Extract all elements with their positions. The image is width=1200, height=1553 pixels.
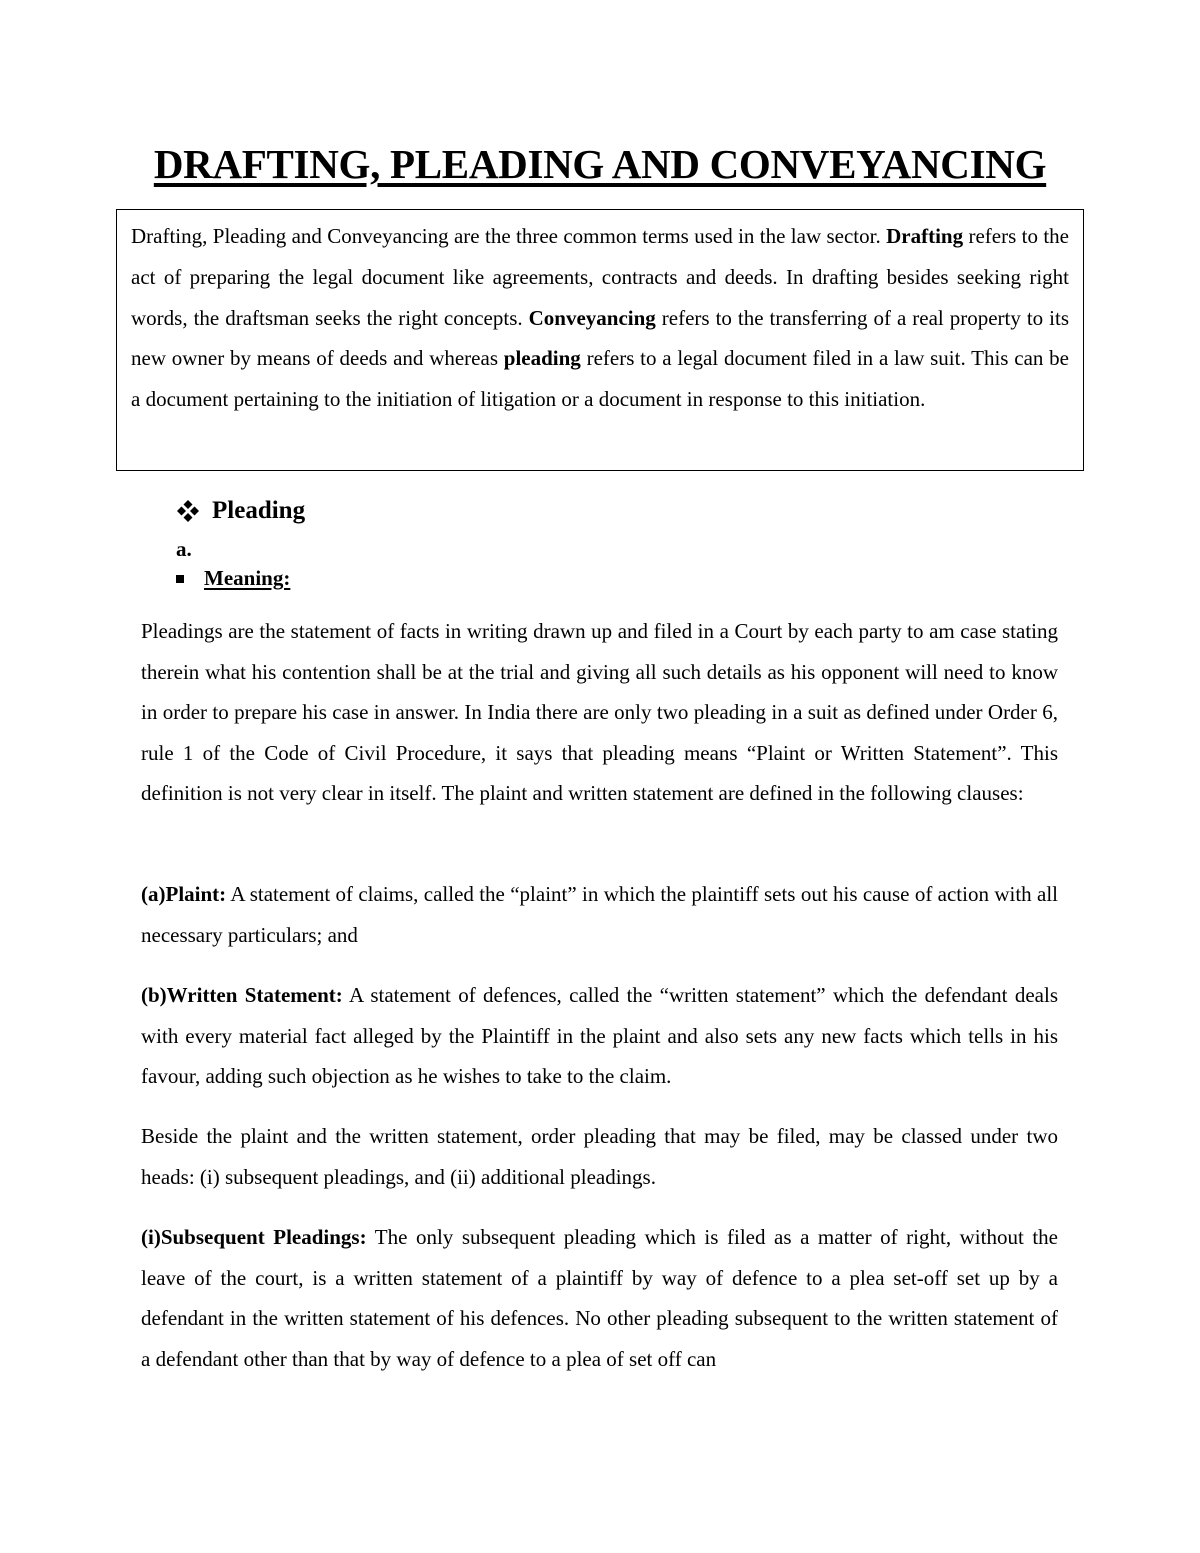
page-title: DRAFTING, PLEADING AND CONVEYANCING (153, 141, 1047, 187)
paragraph-other-pleadings: Beside the plaint and the written statement, order pleading that may be filed, may be classed under two heads: (i) subsequent pleadings, and (ii) additional pleadings. (141, 1124, 1058, 1189)
subsequent-pleadings-text: The only subsequent pleading which is filed as a matter of right, without the leave of the court, is a written statement of a plaintiff by way of defence to a plea set-off set up by a defendant in the written statement of his defences. No other pleading subsequent to the written statement of a defendant other than that by way of defence to a plea of set off can (141, 1225, 1058, 1371)
plaint-text: A statement of claims, called the “plaint” in which the plaintiff sets out his cause of action with all necessary particulars; and (141, 882, 1058, 947)
term-drafting: Drafting (886, 224, 964, 248)
intro-text-4: refers to a legal document filed in a law suit. This can be a document pertaining to the initiation of litigation or a document in response to this initiation. (131, 346, 1069, 412)
intro-text-1: Drafting, Pleading and Conveyancing are the three common terms used in the law sector. (131, 224, 887, 248)
paragraph-plaint (141, 874, 1058, 955)
paragraph-subsequent-pleadings (141, 1217, 1058, 1379)
sub-heading-meaning (176, 566, 290, 591)
written-statement-text: A statement of defences, called the “written statement” which the defendant deals with every material fact alleged by the Plaintiff in the plaint and also sets any new facts which tells in his favour, adding such objection as he wishes to take to the claim. (141, 983, 1058, 1089)
intro-paragraph (131, 216, 1069, 420)
sub-heading-label: Meaning: (204, 566, 291, 590)
list-letter: a. (176, 537, 192, 561)
square-bullet-icon (176, 575, 184, 583)
paragraph-written-statement (141, 975, 1058, 1097)
term-conveyancing: Conveyancing (528, 305, 656, 330)
term-pleading: pleading (503, 346, 581, 371)
plaint-label: (a)Plaint: (141, 882, 227, 906)
intro-text-3: refers to the transferring of a real property to its new owner by means of deeds and whereas (131, 305, 1069, 371)
intro-text-2: refers to the act of preparing the legal document like agreements, contracts and deeds. In drafting besides seeking right words, the draftsman seeks the right concepts. (131, 224, 1069, 330)
written-statement-label: (b)Written Statement: (141, 983, 343, 1007)
intro-box (116, 209, 1084, 471)
section-heading-label: Pleading (212, 497, 306, 524)
subsequent-pleadings-label: (i)Subsequent Pleadings: (141, 1225, 367, 1249)
diamond-bullet-icon (176, 499, 200, 523)
section-heading-pleading (176, 497, 305, 525)
paragraph-meaning: Pleadings are the statement of facts in writing drawn up and filed in a Court by each party to am case stating therein what his contention shall be at the trial and giving all such details as his opponent will need to know in order to prepare his case in answer. In India there are only two pleading in a suit as defined under Order 6, rule 1 of the Code of Civil Procedure, it says that pleading means “Plaint or Written Statement”. This definition is not very clear in itself. The plaint and written statement are defined in the following clauses: (141, 619, 1058, 806)
